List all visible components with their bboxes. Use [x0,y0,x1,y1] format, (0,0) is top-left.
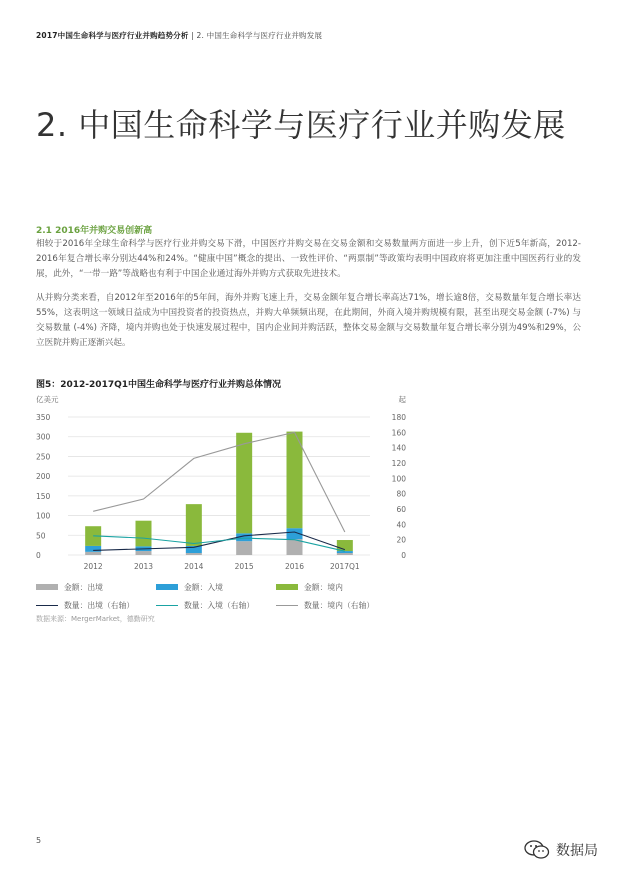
header-section: 2. 中国生命科学与医疗行业并购发展 [196,31,323,40]
bar-amount-domestic [186,504,202,546]
y2-tick-label: 140 [391,443,406,453]
source-note: 数据来源：MergerMarket，德勤研究 [36,615,155,623]
legend-count-inbound: 数量：入境（右轴） [156,600,276,611]
legend-swatch [276,584,298,590]
y2-tick-label: 180 [391,413,406,422]
y-axis-unit: 亿美元 [36,395,59,404]
y2-axis-unit: 起 [398,395,406,404]
y2-tick-label: 40 [396,520,406,530]
line-count-domestic [93,432,345,532]
legend-amount-inbound: 金额：入境 [156,582,276,593]
legend-swatch [276,605,298,606]
x-tick-label: 2017Q1 [329,562,360,571]
ma-chart [30,390,410,580]
bar-amount-outbound [337,553,353,555]
page-title: 2. 中国生命科学与医疗行业并购发展 [36,106,566,144]
logo-text: 数据局 [556,843,598,859]
y-tick-label: 250 [36,452,51,462]
figure-title: 图5：2012-2017Q1中国生命科学与医疗行业并购总体情况 [36,380,282,390]
legend-swatch [36,605,58,606]
header-doc-title: 2017中国生命科学与医疗行业并购趋势分析 [36,31,189,40]
y2-tick-label: 120 [391,459,406,468]
y2-tick-label: 80 [396,489,406,499]
legend-swatch [156,584,178,590]
running-header [36,30,322,41]
y2-tick-label: 100 [391,474,406,484]
legend-amount-domestic: 金额：境内 [276,582,396,593]
subsection-heading: 2.1 2016年并购交易创新高 [36,226,153,236]
y-tick-label: 50 [36,531,46,541]
bar-amount-outbound [85,552,101,555]
y2-tick-label: 60 [396,505,406,514]
bar-amount-outbound [186,553,202,555]
bar-amount-outbound [236,541,252,555]
header-separator: | [191,31,194,40]
y2-tick-label: 20 [396,535,406,545]
bar-amount-outbound [287,539,303,555]
y2-tick-label: 0 [401,551,406,560]
legend-swatch [156,605,178,606]
bar-amount-outbound [136,551,152,555]
x-tick-label: 2013 [133,562,154,571]
wechat-logo [524,840,598,860]
bar-amount-inbound [337,551,353,553]
y-tick-label: 100 [36,511,51,521]
bar-amount-inbound [85,546,101,552]
y-tick-label: 300 [36,432,51,442]
x-tick-label: 2015 [234,562,254,571]
bar-amount-domestic [136,521,152,547]
bar-amount-domestic [236,433,252,534]
y2-tick-label: 160 [391,428,406,438]
y-tick-label: 150 [36,491,51,501]
wechat-icon [524,840,550,860]
legend-count-domestic: 数量：境内（右轴） [276,600,396,611]
legend-swatch [36,584,58,590]
legend-count-outbound: 数量：出境（右轴） [36,600,156,611]
paragraph-2: 从并购分类来看，自2012年至2016年的5年间，海外并购飞速上升，交易金额年复合增长率高达71%，增长逾8倍，交易数量年复合增长率达55%，这表明这一领域日益成为中国投资者的投资热点，并购大单频频出现，在此期间，外商入境并购规模有限，甚至出现交易金额 (-7%) 与交易数量 (-4%) 齐降，境内并购也处于快速发展过程中，国内企业间并购活跃，整体交易金额与交易数量年复合增长率分别为49%和29%，公立医院并购正逐渐兴起。 [36,293,581,348]
legend-amount-outbound: 金额：出境 [36,582,156,593]
x-tick-label: 2012 [83,562,103,571]
y-tick-label: 350 [36,413,51,422]
y-tick-label: 0 [36,551,41,560]
y-tick-label: 200 [36,472,51,482]
chart-legend [36,578,436,614]
x-tick-label: 2014 [184,562,204,571]
paragraph-1: 相较于2016年全球生命科学与医疗行业并购交易下滑，中国医疗并购交易在交易金额和交易数量两方面进一步上升，创下近5年新高，2012-2016年复合增长率分别达44%和24%。“健康中国”概念的提出、一致性评价、“两票制”等政策均表明中国政府将更加注重中国医药行业的发展，此外，“一带一路”等战略也有利于中国企业通过海外并购方式获取先进技术。 [36,239,581,279]
x-tick-label: 2016 [284,562,305,571]
page-number: 5 [36,836,42,845]
bar-amount-domestic [287,432,303,529]
